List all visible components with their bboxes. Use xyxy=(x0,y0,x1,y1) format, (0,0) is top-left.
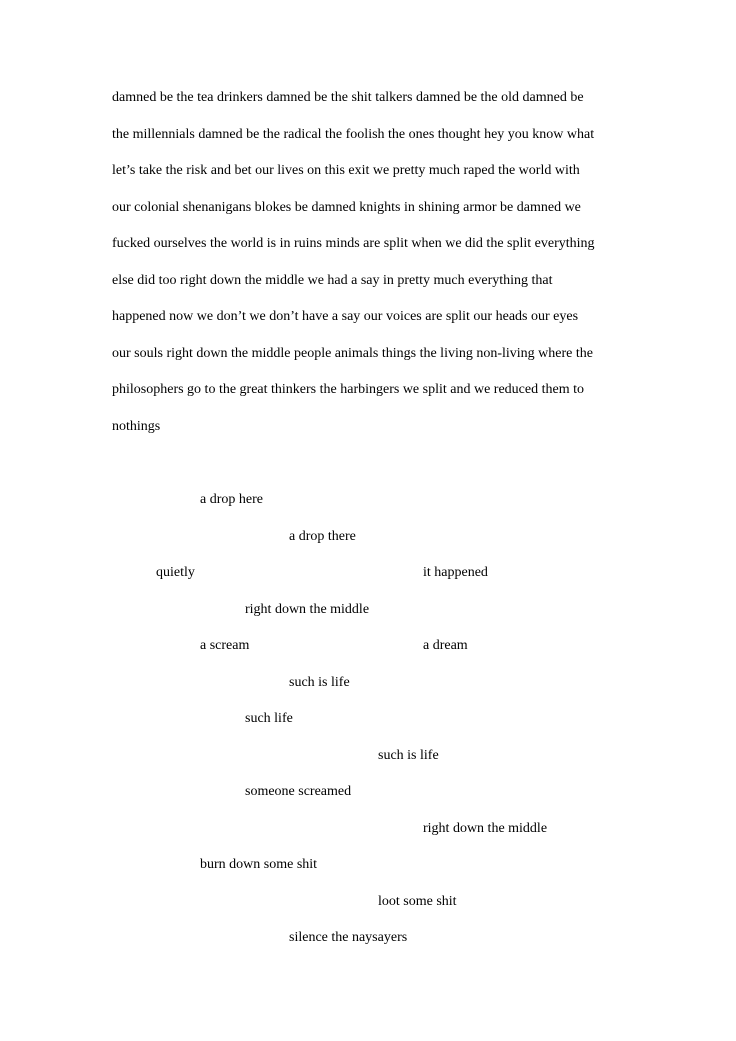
poem-line: a drop there xyxy=(289,529,356,544)
poem-line: silence the naysayers xyxy=(289,930,408,945)
poem-line: it happened xyxy=(423,565,488,580)
prose-line: our souls right down the middle people animals things the living non-living where the xyxy=(112,345,593,361)
prose-line: the millennials damned be the radical the foolish the ones thought hey you know what xyxy=(112,126,595,142)
prose-line: else did too right down the middle we had a say in pretty much everything that xyxy=(112,272,553,288)
poem-line: a scream xyxy=(200,638,250,653)
prose-line: fucked ourselves the world is in ruins minds are split when we did the split everything xyxy=(112,236,595,251)
poem-line: loot some shit xyxy=(378,894,457,909)
poem-line: quietly xyxy=(156,565,195,580)
prose-line: happened now we don’t we don’t have a say our voices are split our heads our eyes xyxy=(112,309,579,324)
poem-line: burn down some shit xyxy=(200,857,318,872)
prose-line: damned be the tea drinkers damned be the shit talkers damned be the old damned be xyxy=(112,90,584,105)
poem-line: such life xyxy=(245,711,293,726)
poem-line: a drop here xyxy=(200,492,263,507)
poem-line: right down the middle xyxy=(245,602,370,617)
poem-line: such is life xyxy=(289,675,350,690)
poem-line: a dream xyxy=(423,638,468,653)
poem-line: right down the middle xyxy=(423,821,548,836)
prose-line: let’s take the risk and bet our lives on this exit we pretty much raped the world with xyxy=(112,163,580,178)
prose-line: nothings xyxy=(112,418,161,434)
prose-line: philosophers go to the great thinkers the harbingers we split and we reduced them to xyxy=(112,382,584,397)
prose-line: our colonial shenanigans blokes be damned knights in shining armor be damned we xyxy=(112,199,581,215)
poem-line: such is life xyxy=(378,748,439,763)
poem-line: someone screamed xyxy=(245,784,352,799)
